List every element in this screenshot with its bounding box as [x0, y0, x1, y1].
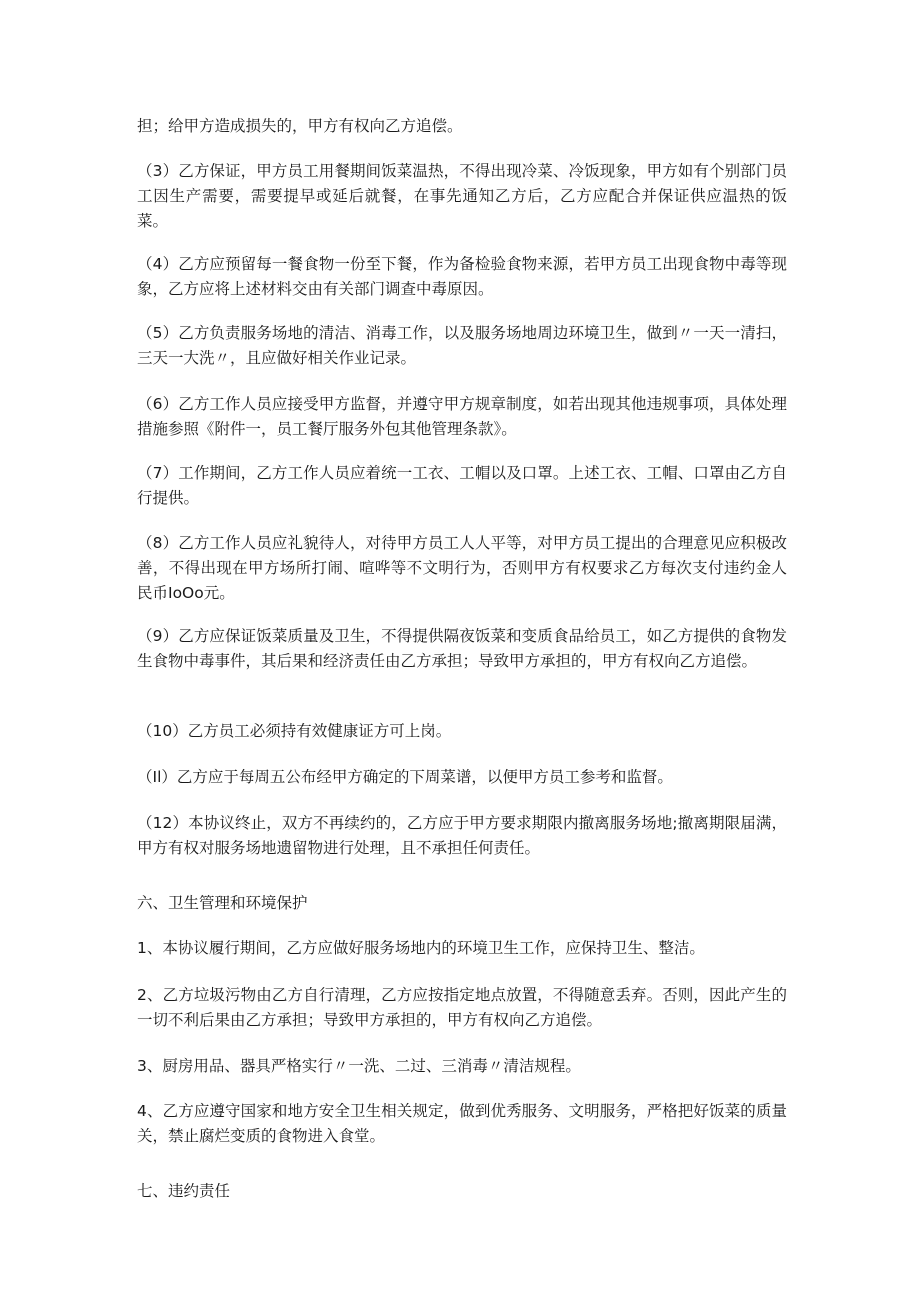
paragraph: （8）乙方工作人员应礼貌待人，对待甲方员工人人平等，对甲方员工提出的合理意见应积极改善，不得出现在甲方场所打闹、喧哗等不文明行为，否则甲方有权要求乙方每次支付违约金人民币IoOo元。: [137, 534, 787, 602]
paragraph: （3）乙方保证，甲方员工用餐期间饭菜温热，不得出现冷菜、冷饭现象，甲方如有个别部门员工因生产需要，需要提早或延后就餐，在事先通知乙方后，乙方应配合并保证供应温热的饭菜。: [137, 162, 787, 230]
paragraph: （10）乙方员工必须持有效健康证方可上岗。: [137, 722, 452, 740]
paragraph: （4）乙方应预留每一餐食物一份至下餐，作为备检验食物来源，若甲方员工出现食物中毒等现象，乙方应将上述材料交由有关部门调查中毒原因。: [137, 255, 787, 298]
paragraph: 2、乙方垃圾污物由乙方自行清理，乙方应按指定地点放置，不得随意丢弃。否则，因此产生的一切不利后果由乙方承担；导致甲方承担的，甲方有权向乙方追偿。: [137, 986, 787, 1029]
paragraph: 担；给甲方造成损失的，甲方有权向乙方追偿。: [137, 117, 463, 135]
section-heading: 七、违约责任: [137, 1182, 231, 1200]
paragraph: （Il）乙方应于每周五公布经甲方确定的下周菜谱，以便甲方员工参考和监督。: [137, 768, 673, 786]
paragraph: 4、乙方应遵守国家和地方安全卫生相关规定，做到优秀服务、文明服务，严格把好饭菜的质量关，禁止腐烂变质的食物进入食堂。: [137, 1102, 787, 1145]
section-heading: 六、卫生管理和环境保护: [137, 894, 308, 912]
paragraph: （9）乙方应保证饭菜质量及卫生，不得提供隔夜饭菜和变质食品给员工，如乙方提供的食物发生食物中毒事件，其后果和经济责任由乙方承担；导致甲方承担的，甲方有权向乙方追偿。: [137, 627, 787, 670]
paragraph: 1、本协议履行期间，乙方应做好服务场地内的环境卫生工作，应保持卫生、整洁。: [137, 939, 705, 957]
paragraph: （12）本协议终止，双方不再续约的，乙方应于甲方要求期限内撤离服务场地;撤离期限届满，甲方有权对服务场地遗留物进行处理，且不承担任何责任。: [137, 814, 787, 857]
paragraph: （5）乙方负责服务场地的清洁、消毒工作，以及服务场地周边环境卫生，做到〃一天一清扫，三天一大洗〃，且应做好相关作业记录。: [137, 324, 787, 367]
paragraph: （6）乙方工作人员应接受甲方监督，并遵守甲方规章制度，如若出现其他违规事项，具体处理措施参照《附件一，员工餐厅服务外包其他管理条款》。: [137, 395, 787, 438]
paragraph: 3、厨房用品、器具严格实行〃一洗、二过、三消毒〃清洁规程。: [137, 1057, 581, 1075]
paragraph: （7）工作期间，乙方工作人员应着统一工衣、工帽以及口罩。上述工衣、工帽、口罩由乙方自行提供。: [137, 464, 787, 507]
